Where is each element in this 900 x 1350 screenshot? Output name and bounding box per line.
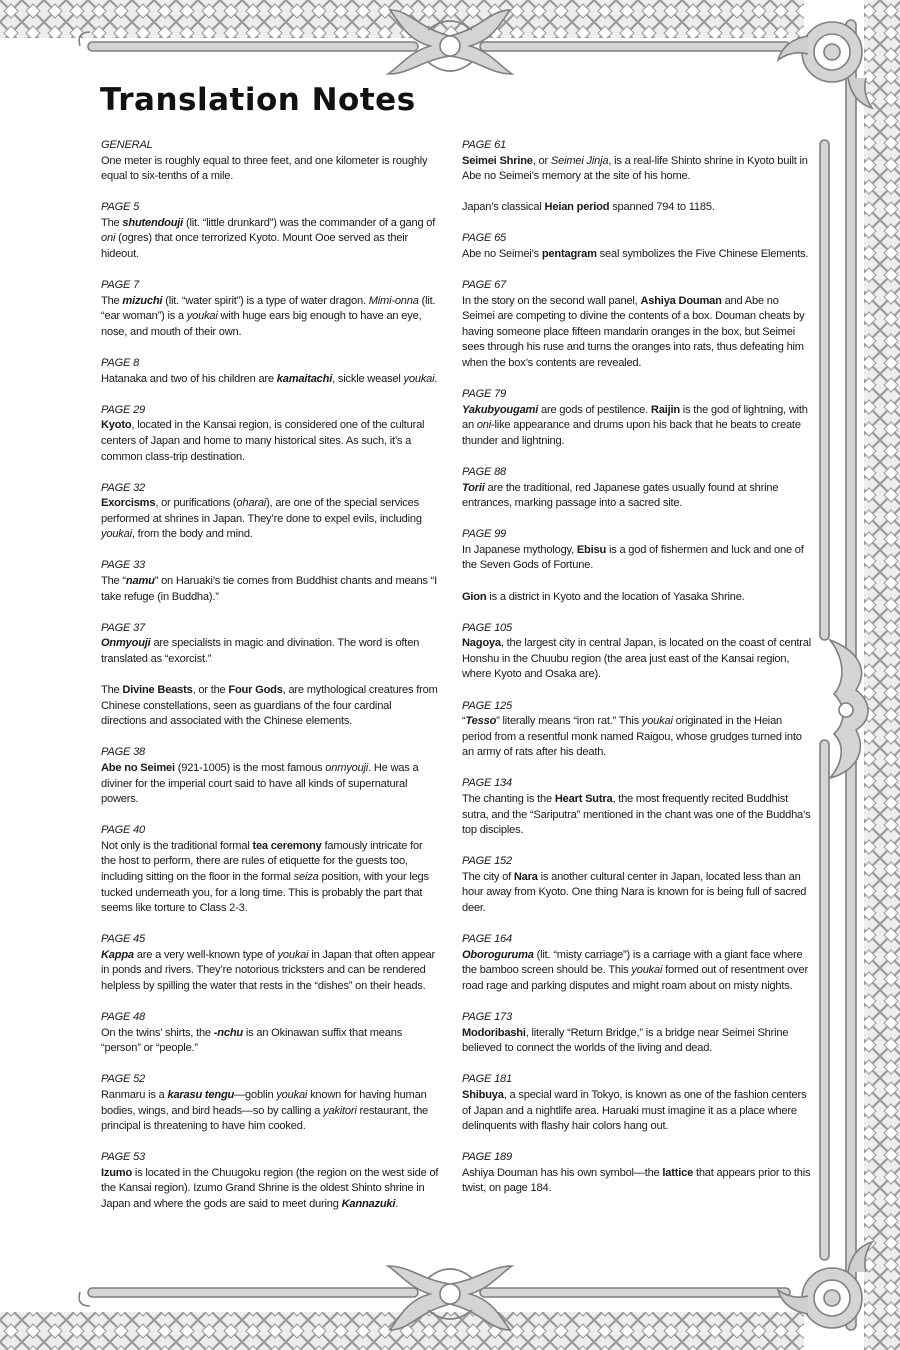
text-run: Onmyouji [101, 637, 151, 650]
paragraph-gap [101, 668, 439, 684]
text-run: youkai [403, 372, 435, 385]
note-paragraph [462, 247, 814, 263]
note-paragraph [101, 1026, 439, 1057]
text-run: —goblin [234, 1089, 277, 1101]
text-run: kamaitachi [276, 372, 333, 385]
text-run: (lit. “ear woman”) is a [101, 294, 436, 323]
note-page-heading: PAGE 32 [101, 481, 146, 494]
text-run: Ebisu [576, 543, 607, 556]
text-run: are gods of pestilence. [538, 403, 651, 416]
text-run: “ [462, 715, 466, 728]
note-entry [462, 231, 814, 262]
note-page-heading: PAGE 189 [462, 1151, 512, 1164]
text-run: Heian period [544, 201, 610, 214]
text-run: Divine Beasts [122, 684, 193, 697]
note-entry [101, 745, 439, 807]
note-paragraph [101, 372, 439, 388]
text-run: formed out of resentment over road rage and parking disputes and might roam about on misty nights. [462, 964, 808, 992]
note-entry [101, 1150, 439, 1212]
text-run: position, with your legs tucked underneath you, for a long time. This is probably the part that seems like torture to Class 2-3. [101, 870, 429, 915]
text-run: that appears prior to this twist, on page 184. [462, 1166, 811, 1195]
text-run: is located in the Chuugoku region (the region on the west side of the Kansai region). Izumo Grand Shrine is the oldest Shinto shrine in Japan and where the gods are said to meet during [101, 1166, 439, 1211]
text-run: karasu tengu [167, 1089, 235, 1101]
paragraph-gap [462, 185, 814, 201]
text-run: in Japan that often appear in ponds and rivers. They’re notorious tricksters and can be rendered helpless by spilling the water that rests in the “dishes” on their heads. [101, 948, 436, 993]
note-page-heading: PAGE 45 [101, 933, 146, 946]
note-paragraph [101, 683, 439, 730]
note-paragraph [101, 216, 439, 263]
note-paragraph [462, 543, 814, 574]
note-page-heading: PAGE 53 [101, 1151, 146, 1164]
text-run: One meter is roughly equal to three feet, and one kilometer is roughly equal to six-tenths of a mile. [101, 154, 428, 183]
text-run: Ashiya Douman [640, 294, 722, 307]
text-run: , or the [192, 684, 229, 697]
note-paragraph [101, 496, 439, 543]
note-paragraph [101, 839, 439, 917]
note-paragraph [462, 870, 814, 917]
note-paragraph [101, 1166, 439, 1213]
text-run: Exorcisms [101, 497, 156, 510]
note-page-heading: PAGE 134 [462, 777, 512, 790]
note-paragraph [462, 590, 814, 606]
text-run: Tesso [465, 715, 497, 728]
text-run: Ashiya Douman has his own symbol—the [462, 1166, 663, 1179]
text-run: The [101, 294, 123, 307]
text-run: Yakubyougami [462, 403, 539, 416]
text-run: Gion [462, 590, 487, 603]
text-run: (lit. “misty carriage”) is a carriage with a giant face where the bamboo screen should be. This [462, 948, 803, 977]
text-run: Seimei Shrine [462, 154, 533, 167]
note-entry [101, 278, 439, 340]
text-run: is an Okinawan suffix that means “person” or “people.” [101, 1026, 403, 1055]
note-entry [101, 932, 439, 994]
text-run: seiza [293, 870, 319, 883]
text-run: In Japanese mythology, [462, 543, 577, 556]
text-run: (lit. “little drunkard”) was the commander of a gang of [183, 216, 436, 229]
note-paragraph [462, 792, 814, 839]
text-run: , are mythological creatures from Chinese constellations, seen as guardians of the four cardinal directions and associated with the Chinese elements. [101, 684, 438, 728]
text-run: is another cultural center in Japan, located less than an hour away from Kyoto. One thing Nara is known for is being full of sacred deer. [462, 870, 807, 915]
text-run: spanned 794 to 1185. [609, 201, 715, 214]
text-run: yakitori [323, 1104, 357, 1117]
note-paragraph [101, 294, 439, 341]
text-run: and Abe no Seimei are competing to divine the contents of a box. Douman cheats by having someone place fifteen mandarin oranges in the box, but Seimei sees through his ruse and turns the oranges into rats, thus defeating him when the box’s contents are revealed. [462, 294, 805, 370]
note-page-heading: PAGE 164 [462, 933, 512, 946]
text-run: ” on Haruaki’s tie comes from Buddhist chants and means “I take refuge (in Buddha).” [101, 575, 438, 603]
note-page-heading: GENERAL [101, 139, 153, 151]
note-entry [101, 138, 439, 185]
text-run: famously intricate for the host to perform, there are rules of etiquette for the guests too, including sitting on the floor in the formal [101, 839, 423, 883]
note-page-heading: PAGE 125 [462, 699, 512, 712]
text-run: Torii [462, 481, 485, 494]
note-entry [462, 465, 814, 512]
note-entry [462, 932, 814, 994]
text-run: . He was a diviner for the imperial court said to have all kinds of supernatural powers. [101, 761, 419, 806]
note-paragraph [462, 200, 814, 216]
text-run: are a very well-known type of [133, 948, 278, 961]
text-run: (lit. “water spirit”) is a type of water dragon. [162, 294, 369, 307]
note-paragraph [101, 1088, 439, 1135]
note-paragraph [101, 948, 439, 995]
page-title: Translation Notes [100, 82, 416, 118]
text-run: Modoribashi [462, 1026, 526, 1039]
text-run: , a special ward in Tokyo, is known as one of the fashion centers of Japan and a nightlife area. Haruaki must imagine it as a place where delinquents with flashy hair colors hang out. [462, 1088, 807, 1133]
text-run: mizuchi [122, 294, 163, 307]
note-entry [101, 200, 439, 262]
notes-column-left [101, 138, 439, 1228]
text-run: youkai [101, 528, 132, 541]
note-entry [462, 387, 814, 449]
note-page-heading: PAGE 88 [462, 466, 507, 478]
note-entry [101, 621, 439, 730]
text-run: pentagram [541, 247, 597, 260]
note-entry [101, 403, 439, 465]
text-run: are the traditional, red Japanese gates usually found at shrine entrances, marking passage into a sacred site. [462, 481, 779, 510]
text-run: Raijin [650, 403, 680, 416]
text-run: Mimi-onna [368, 294, 419, 307]
note-entry [462, 776, 814, 838]
text-run: oharai [236, 497, 267, 510]
note-page-heading: PAGE 79 [462, 388, 507, 401]
text-run: with huge ears big enough to have an eye, nose, and mouth of their own. [101, 310, 422, 338]
text-run: (ogres) that once terrorized Kyoto. Mount Ooe served as their hideout. [101, 232, 409, 261]
text-run: seal symbolizes the Five Chinese Elements. [596, 247, 809, 260]
text-run: , sickle weasel [332, 372, 404, 385]
note-page-heading: PAGE 173 [462, 1011, 512, 1024]
text-run: , is a real-life Shinto shrine in Kyoto built in Abe no Seimei’s memory at the site of his home. [462, 154, 808, 183]
note-page-heading: PAGE 7 [101, 279, 140, 292]
text-run: Kannazuki [341, 1198, 396, 1211]
note-paragraph [101, 574, 439, 605]
text-run: youkai [186, 310, 218, 323]
text-run: lattice [662, 1166, 694, 1179]
text-run: onmyouji [325, 761, 369, 774]
note-page-heading: PAGE 52 [101, 1073, 146, 1086]
note-page-heading: PAGE 61 [462, 139, 507, 151]
note-entry [462, 278, 814, 372]
text-run: , located in the Kansai region, is considered one of the cultural centers of Japan and home to many historical sites. As such, it’s a common class-trip destination. [101, 419, 425, 463]
note-entry [462, 621, 814, 683]
text-run: ), are one of the special services performed at shrines in Japan. They’re done to expel evils, including [101, 497, 422, 525]
text-run: Hatanaka and two of his children are [101, 372, 277, 385]
text-run: is a god of fishermen and luck and one of the Seven Gods of Fortune. [462, 543, 804, 572]
note-paragraph [101, 761, 439, 808]
note-page-heading: PAGE 37 [101, 621, 146, 634]
paragraph-gap [462, 574, 814, 590]
text-run: Oboroguruma [462, 948, 534, 961]
text-run: Nara [513, 870, 538, 883]
text-run: Seimei Jinja [550, 154, 609, 167]
text-run: namu [125, 575, 155, 588]
note-page-heading: PAGE 8 [101, 357, 140, 370]
text-run: Japan’s classical [462, 201, 545, 214]
text-run: tea ceremony [252, 839, 322, 852]
text-run: oni [476, 419, 492, 432]
note-entry [101, 558, 439, 605]
note-page-heading: PAGE 152 [462, 855, 512, 868]
text-run: youkai [277, 948, 309, 961]
note-paragraph [462, 403, 814, 450]
note-entry [101, 1072, 439, 1134]
note-paragraph [462, 1088, 814, 1135]
text-run: Kappa [101, 948, 134, 961]
note-entry [462, 1072, 814, 1134]
note-page-heading: PAGE 181 [462, 1073, 512, 1086]
note-paragraph [462, 1026, 814, 1057]
note-entry [101, 481, 439, 543]
text-run: Abe no Seimei’s [462, 247, 542, 260]
note-entry [101, 356, 439, 387]
note-page-heading: PAGE 67 [462, 279, 507, 292]
text-run: The city of [462, 870, 514, 883]
note-entry [462, 1010, 814, 1057]
text-run: youkai [276, 1089, 308, 1101]
text-run: (921-1005) is the most famous [174, 761, 326, 774]
text-run: , from the body and mind. [131, 528, 253, 541]
note-page-heading: PAGE 5 [101, 201, 140, 214]
note-page-heading: PAGE 65 [462, 232, 507, 245]
text-run: is the god of lightning, with an [462, 403, 808, 432]
note-entry [462, 854, 814, 916]
text-run: shutendouji [122, 216, 184, 229]
text-run: Kyoto [101, 419, 132, 432]
note-entry [101, 823, 439, 917]
note-paragraph [462, 636, 814, 683]
text-run: Not only is the traditional formal [101, 839, 253, 852]
note-paragraph [462, 154, 814, 185]
text-run: restaurant, the principal is threatening to have him cooked. [101, 1104, 429, 1133]
text-run: -nchu [213, 1026, 243, 1039]
text-run: On the twins’ shirts, the [101, 1026, 214, 1039]
text-run: , or purifications ( [155, 497, 237, 510]
text-run: The chanting is the [462, 793, 555, 805]
text-run: is a district in Kyoto and the location of Yasaka Shrine. [486, 590, 745, 603]
note-page-heading: PAGE 99 [462, 528, 507, 541]
note-paragraph [462, 948, 814, 995]
text-run: known for having human bodies, wings, and bird heads—so by calling a [101, 1089, 427, 1117]
text-run: , the most frequently recited Buddhist sutra, and the “Sariputra” mentioned in the chant was one of the Buddha’s top disciples. [462, 793, 811, 837]
text-run: Shibuya [462, 1088, 504, 1101]
note-entry [462, 527, 814, 605]
note-paragraph [462, 714, 814, 761]
note-page-heading: PAGE 48 [101, 1011, 146, 1024]
text-run: oni [101, 232, 116, 245]
note-entry [462, 699, 814, 761]
note-paragraph [462, 481, 814, 512]
text-run: The [101, 684, 123, 697]
text-run: , the largest city in central Japan, is located on the coast of central Honshu in the Chuubu region (the area just east of the Kansai region, where Kyoto and Osaka are). [462, 637, 812, 681]
text-run: In the story on the second wall panel, [462, 294, 641, 307]
note-paragraph [101, 636, 439, 667]
text-run: -like appearance and drums upon his back that he beats to create thunder and lightning. [462, 419, 801, 447]
note-page-heading: PAGE 33 [101, 559, 146, 572]
text-run: Izumo [101, 1166, 133, 1179]
note-paragraph [462, 1166, 814, 1197]
note-paragraph [462, 294, 814, 372]
text-run: youkai [641, 715, 673, 728]
note-entry [101, 1010, 439, 1057]
text-run: The “ [101, 575, 126, 588]
text-run: Nagoya [462, 637, 501, 650]
note-paragraph [101, 418, 439, 465]
text-run: , or [532, 154, 551, 167]
note-page-heading: PAGE 40 [101, 824, 146, 837]
text-run: youkai [631, 964, 663, 977]
text-run: , literally “Return Bridge,” is a bridge near Seimei Shrine believed to connect the worlds of the living and dead. [462, 1026, 789, 1055]
text-run: Four Gods [228, 684, 283, 697]
note-page-heading: PAGE 29 [101, 403, 146, 416]
text-run: Heart Sutra [554, 793, 613, 805]
text-run: Ranmaru is a [101, 1089, 168, 1101]
text-run: Abe no Seimei [101, 761, 175, 774]
text-run: are specialists in magic and divination. The word is often translated as “exorcist.” [101, 637, 420, 665]
note-entry [462, 1150, 814, 1197]
text-run: . [434, 372, 438, 385]
text-run: The [101, 216, 123, 229]
text-run: originated in the Heian period from a resentful monk named Raigou, whose grudges turned into an army of rats after his death. [462, 715, 802, 759]
text-run: . [395, 1198, 399, 1211]
note-page-heading: PAGE 38 [101, 746, 146, 759]
note-page-heading: PAGE 105 [462, 621, 512, 634]
notes-column-right [462, 138, 814, 1212]
note-paragraph [101, 154, 439, 185]
text-run: ” literally means “iron rat.” This [496, 715, 642, 728]
note-entry [462, 138, 814, 216]
